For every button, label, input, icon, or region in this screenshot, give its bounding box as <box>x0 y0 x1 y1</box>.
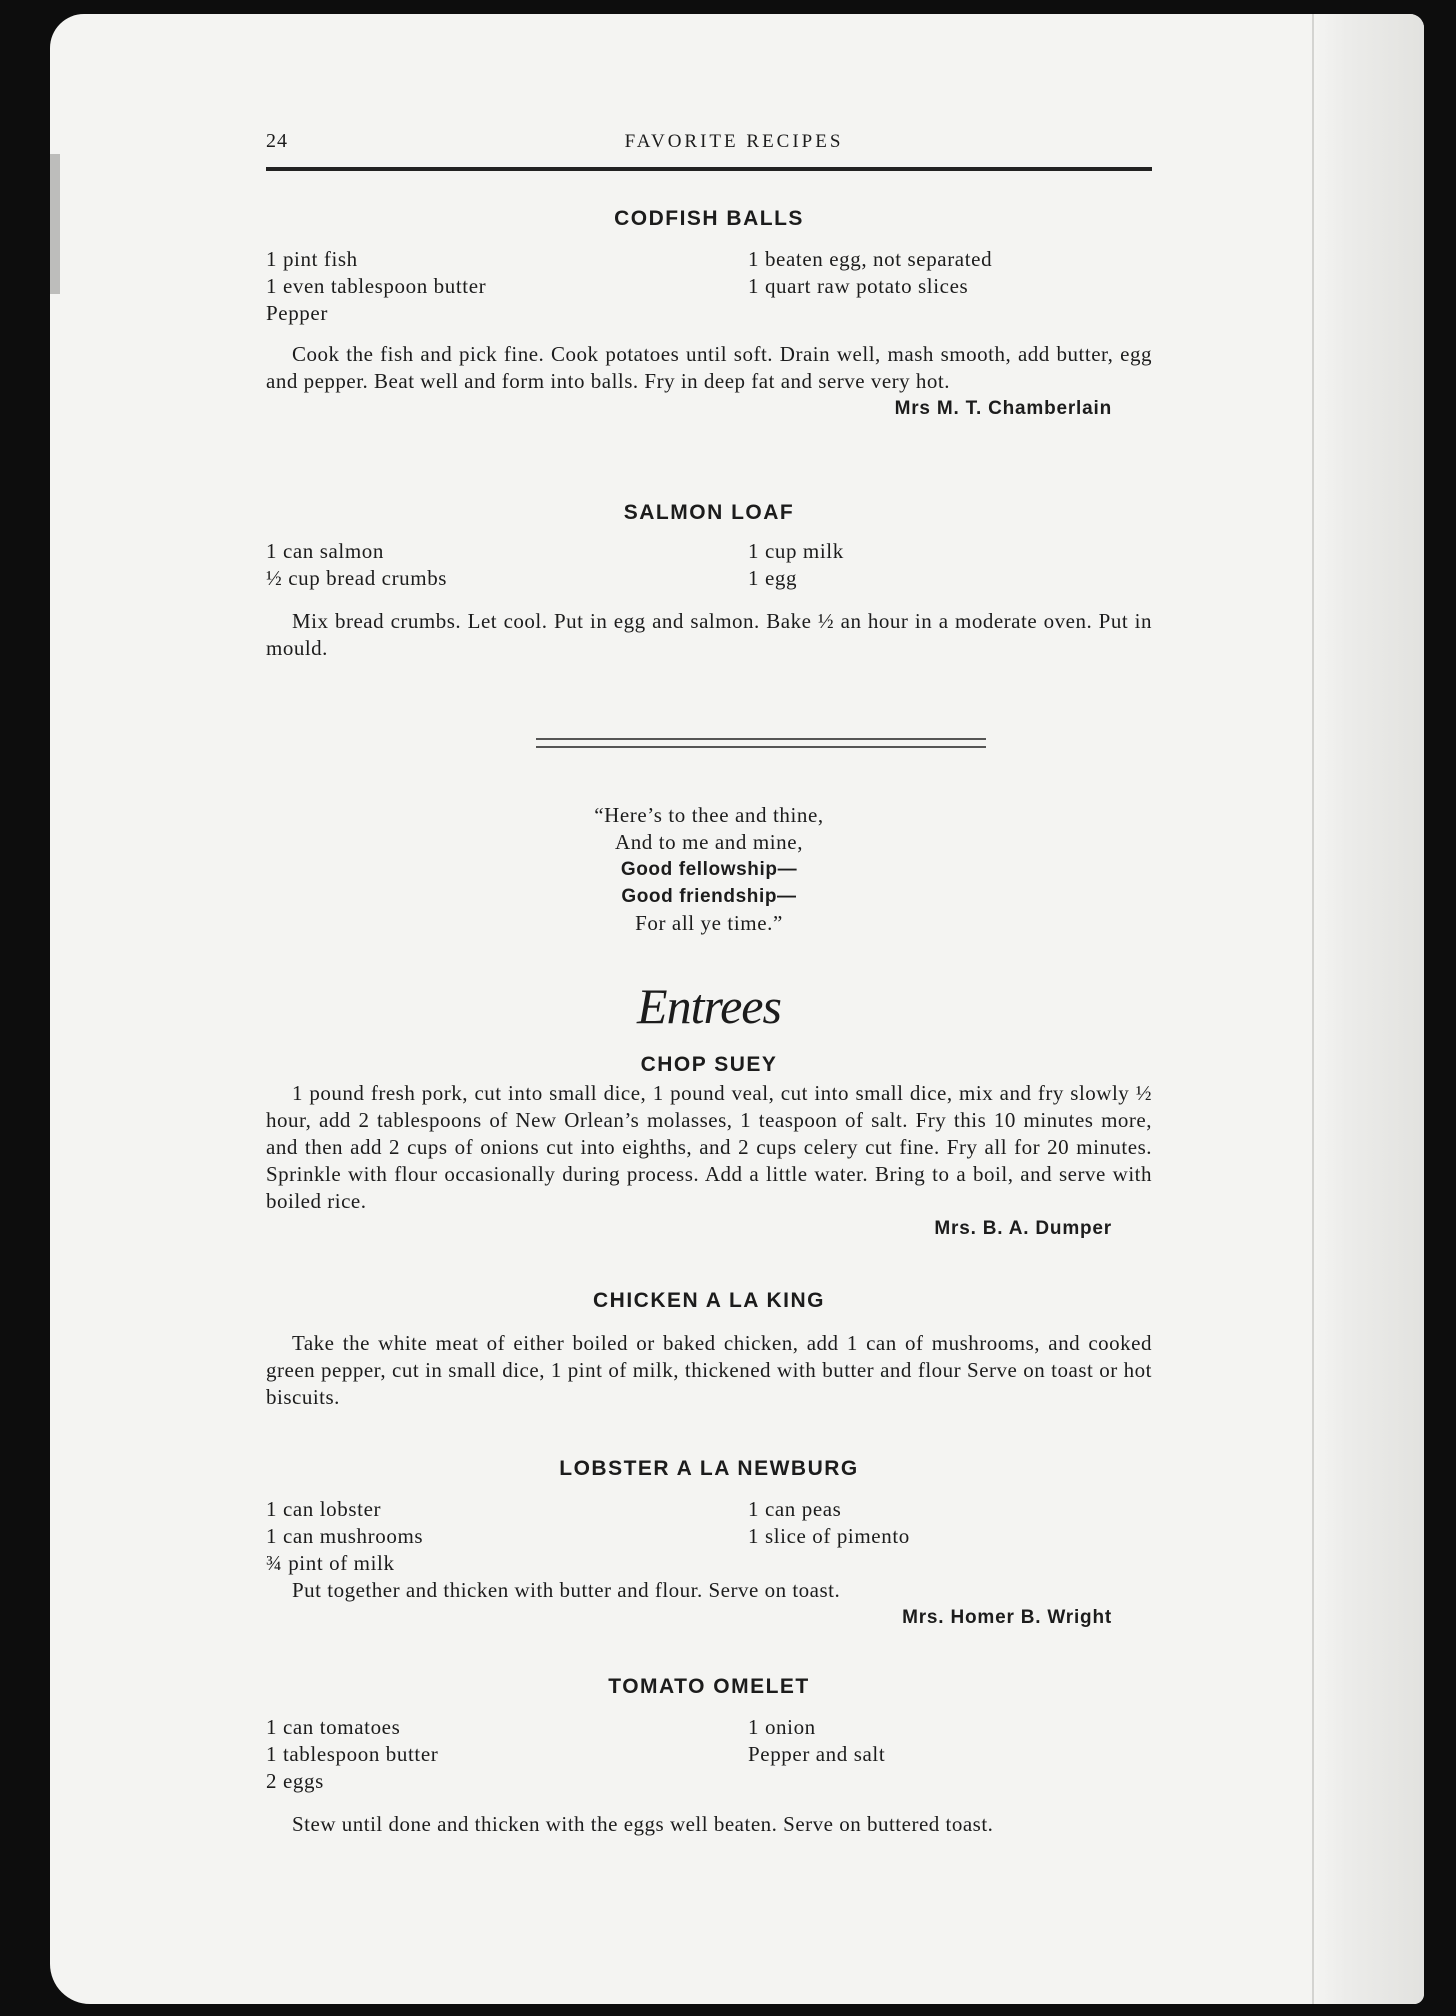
ingredient: Pepper and salt <box>748 1742 886 1766</box>
ingredient: 1 cup milk <box>748 539 844 563</box>
recipe-chop-suey <box>266 1050 1152 1243</box>
recipe-author: Mrs M. T. Chamberlain <box>894 398 1112 419</box>
directions: 1 pound fresh pork, cut into small dice, 1 pound veal, cut into small dice, mix and fry slowly ½ hour, add 2 tablespoons of New Orlean’s molasses, 1 teaspoon of salt. Fry this 10 minutes more, and then add 2 cups of onions cut into eighths, and 2 cups celery cut fine. Fry all for 20 minutes. Sprinkle with flour occasionally during process. Add a little water. Bring to a boil, and serve with boiled rice. <box>266 1081 1152 1213</box>
ingredient: 1 can peas <box>748 1497 842 1521</box>
book-page <box>50 14 1424 2004</box>
running-title: FAVORITE RECIPES <box>624 131 844 152</box>
directions: Put together and thicken with butter and flour. Serve on toast. <box>292 1578 841 1602</box>
page-fold-shadow <box>1312 14 1424 2004</box>
recipe-codfish-balls <box>266 204 1152 423</box>
page-number: 24 <box>266 130 288 152</box>
page-content <box>266 14 1202 2004</box>
ingredient: 2 eggs <box>266 1769 324 1793</box>
ingredient: 1 quart raw potato slices <box>748 274 969 298</box>
ingredient: ¾ pint of milk <box>266 1551 395 1575</box>
running-head <box>266 128 1202 158</box>
binding-edge <box>50 154 60 294</box>
ingredient: 1 egg <box>748 566 798 590</box>
directions: Stew until done and thicken with the eggs well beaten. Serve on buttered toast. <box>292 1812 994 1836</box>
ingredient-list <box>266 246 1152 327</box>
ingredient: 1 even tablespoon butter <box>266 274 487 298</box>
recipe-title: TOMATO OMELET <box>608 1675 810 1698</box>
poem <box>266 802 1152 937</box>
header-rule <box>266 167 1152 171</box>
recipe-title: SALMON LOAF <box>623 501 795 524</box>
ingredient-list <box>266 538 1152 592</box>
poem-line: Good fellowship— <box>620 859 798 880</box>
ingredient: Pepper <box>266 301 328 325</box>
directions: Cook the fish and pick fine. Cook potatoes until soft. Drain well, mash smooth, add butter, egg and pepper. Beat well and form into balls. Fry in deep fat and serve very hot. <box>266 342 1152 393</box>
ingredient: ½ cup bread crumbs <box>266 566 448 590</box>
ingredient: 1 tablespoon butter <box>266 1742 439 1766</box>
recipe-lobster-a-la-newburg <box>266 1454 1152 1632</box>
recipe-tomato-omelet <box>266 1672 1152 1838</box>
recipe-author: Mrs. Homer B. Wright <box>902 1607 1112 1628</box>
ingredient: 1 onion <box>748 1715 816 1739</box>
poem-line: Good friendship— <box>621 886 797 907</box>
recipe-salmon-loaf <box>266 498 1152 662</box>
poem-line: For all ye time.” <box>635 911 783 935</box>
ingredient: 1 beaten egg, not separated <box>748 247 993 271</box>
section-title: Entrees <box>637 978 781 1034</box>
ingredient: 1 can salmon <box>266 539 385 563</box>
directions: Take the white meat of either boiled or baked chicken, add 1 can of mushrooms, and cooked green pepper, cut in small dice, 1 pint of milk, thickened with butter and flour Serve on toast or hot biscuits. <box>266 1331 1152 1409</box>
recipe-title: CHICKEN A LA KING <box>593 1289 825 1312</box>
ingredient: 1 can lobster <box>266 1497 382 1521</box>
poem-line: “Here’s to thee and thine, <box>594 803 824 827</box>
section-divider <box>536 738 986 748</box>
ingredient-list <box>266 1496 1152 1577</box>
directions: Mix bread crumbs. Let cool. Put in egg and salmon. Bake ½ an hour in a moderate oven. Put in mould. <box>266 609 1152 660</box>
ingredient: 1 can mushrooms <box>266 1524 424 1548</box>
poem-line: And to me and mine, <box>614 830 804 854</box>
ingredient: 1 pint fish <box>266 247 358 271</box>
ingredient: 1 can tomatoes <box>266 1715 401 1739</box>
recipe-chicken-a-la-king <box>266 1286 1152 1411</box>
ingredient: 1 slice of pimento <box>748 1524 910 1548</box>
recipe-title: CHOP SUEY <box>640 1053 778 1076</box>
ingredient-list <box>266 1714 1152 1795</box>
recipe-title: CODFISH BALLS <box>614 207 804 230</box>
recipe-title: LOBSTER A LA NEWBURG <box>559 1457 859 1480</box>
recipe-author: Mrs. B. A. Dumper <box>934 1218 1112 1239</box>
